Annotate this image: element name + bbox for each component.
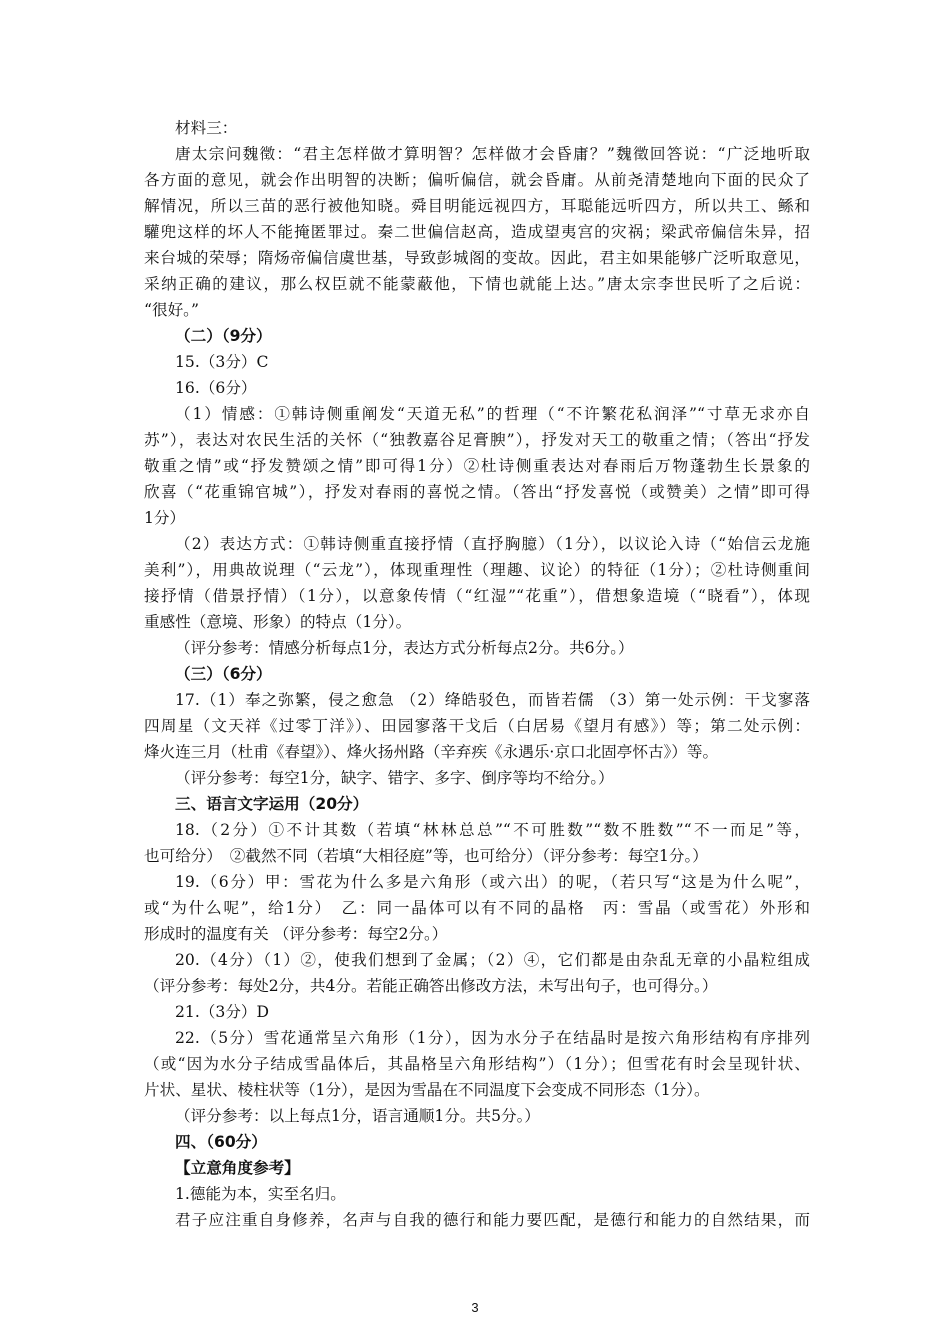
paragraph-line: 各方面的意见，就会作出明智的决断；偏听偏信，就会昏庸。从前尧清楚地向下面的民众了 xyxy=(144,171,810,189)
paragraph-line: 解情况，所以三苗的恶行被他知晓。舜目明能远视四方，耳聪能远听四方，所以共工、鲧和 xyxy=(144,197,810,215)
paragraph-line: 君子应注重自身修养，名声与自我的德行和能力要匹配，是德行和能力的自然结果，而 xyxy=(175,1211,810,1229)
paragraph-line: 接抒情（借景抒情）（1分），以意象传情（“红湿”“花重”），借想象造境（“晓看”），体现 xyxy=(144,587,810,605)
paragraph-line: （1）情感：①韩诗侧重阐发“天道无私”的哲理（“不许繁花私润泽”“寸草无求亦自 xyxy=(175,405,810,423)
paragraph-line: 烽火连三月（杜甫《春望》）、烽火扬州路（辛弃疾《永遇乐·京口北固亭怀古》）等。 xyxy=(144,743,719,761)
scoring-note: （评分参考：情感分析每点1分，表达方式分析每点2分。共6分。） xyxy=(175,639,634,657)
answer-line: 16.（6分） xyxy=(175,379,257,397)
subheading: 【立意角度参考】 xyxy=(175,1159,300,1177)
section-heading: （三）（6分） xyxy=(175,665,272,683)
answer-line: 15.（3分）C xyxy=(175,353,269,371)
paragraph-line: 19.（6分）甲：雪花为什么多是六角形（或六出）的呢，（若只写“这是为什么呢”， xyxy=(175,873,810,891)
section-heading: （二）（9分） xyxy=(175,327,272,345)
paragraph-line: 20.（4分）（1）②，使我们想到了金属；（2）④，它们都是由杂乱无章的小晶粒组成 xyxy=(175,951,810,969)
paragraph-line: （2）表达方式：①韩诗侧重直接抒情（直抒胸臆）（1分），以议论入诗（“始信云龙施 xyxy=(175,535,810,553)
paragraph-line: 22.（5分）雪花通常呈六角形（1分），因为水分子在结晶时是按六角形结构有序排列 xyxy=(175,1029,810,1047)
scoring-note: （评分参考：以上每点1分，语言通顺1分。共5分。） xyxy=(175,1107,541,1125)
paragraph-line: 形成时的温度有关 （评分参考：每空2分。） xyxy=(144,925,448,943)
section-heading: 四、（60分） xyxy=(175,1133,267,1151)
paragraph-line: 敬重之情”或“抒发赞颂之情”即可得1分）②杜诗侧重表达对春雨后万物蓬勃生长景象的 xyxy=(144,457,810,475)
paragraph-line: （或“因为水分子结成雪晶体后，其晶格呈六角形结构”）（1分）；但雪花有时会呈现针状、 xyxy=(144,1055,810,1073)
paragraph-line: 美利”），用典故说理（“云龙”），体现重理性（理趣、议论）的特征（1分）；②杜诗侧重间 xyxy=(144,561,810,579)
paragraph-line: 17.（1）奉之弥繁，侵之愈急 （2）绛皓驳色，而皆若儒 （3）第一处示例：干戈寥落 xyxy=(175,691,810,709)
scoring-note: （评分参考：每处2分，共4分。若能正确答出修改方法，未写出句子，也可得分。） xyxy=(144,977,718,995)
paragraph-line: 驩兜这样的坏人不能掩匿罪过。秦二世偏信赵高，造成望夷宫的灾祸；梁武帝偏信朱异，招 xyxy=(144,223,810,241)
material-three-label: 材料三： xyxy=(175,119,238,137)
paragraph-line: 18.（2分）①不计其数（若填“林林总总”“不可胜数”“数不胜数”“不一而足”等， xyxy=(175,821,810,839)
paragraph-line: 来台城的荣辱；隋炀帝偏信虞世基，导致彭城阁的变故。因此，君主如果能够广泛听取意见， xyxy=(144,249,810,267)
answer-line: 1.德能为本，实至名归。 xyxy=(175,1185,346,1203)
paragraph-line: 1分） xyxy=(144,509,186,527)
scoring-note: （评分参考：每空1分，缺字、错字、多字、倒序等均不给分。） xyxy=(175,769,614,787)
paragraph-line: “很好。” xyxy=(144,301,199,319)
paragraph-line: 或“为什么呢”，给1分） 乙：同一晶体可以有不同的晶格 丙：雪晶（或雪花）外形和 xyxy=(144,899,810,917)
paragraph-line: 欣喜（“花重锦官城”），抒发对春雨的喜悦之情。（答出“抒发喜悦（或赞美）之情”即可得 xyxy=(144,483,810,501)
page-number: 3 xyxy=(471,1300,479,1315)
paragraph-line: 重感性（意境、形象）的特点（1分）。 xyxy=(144,613,412,631)
paragraph-line: 片状、星状、棱柱状等（1分），是因为雪晶在不同温度下会变成不同形态（1分）。 xyxy=(144,1081,710,1099)
paragraph-line: 四周星（文天祥《过零丁洋》）、田园寥落干戈后（白居易《望月有感》）等；第二处示例： xyxy=(144,717,810,735)
paragraph-line: 唐太宗问魏徵：“君主怎样做才算明智？怎样做才会昏庸？”魏徵回答说：“广泛地听取 xyxy=(175,145,810,163)
answer-line: 21.（3分）D xyxy=(175,1003,270,1021)
section-heading: 三、语言文字运用（20分） xyxy=(175,795,369,813)
paragraph-line: 采纳正确的建议，那么权臣就不能蒙蔽他，下情也就能上达。”唐太宗李世民听了之后说： xyxy=(144,275,810,293)
paragraph-line: 苏”），表达对农民生活的关怀（“独教嘉谷足膏腴”），抒发对天工的敬重之情；（答出“抒发 xyxy=(144,431,810,449)
paragraph-line: 也可给分） ②截然不同（若填“大相径庭”等，也可给分）（评分参考：每空1分。） xyxy=(144,847,708,865)
